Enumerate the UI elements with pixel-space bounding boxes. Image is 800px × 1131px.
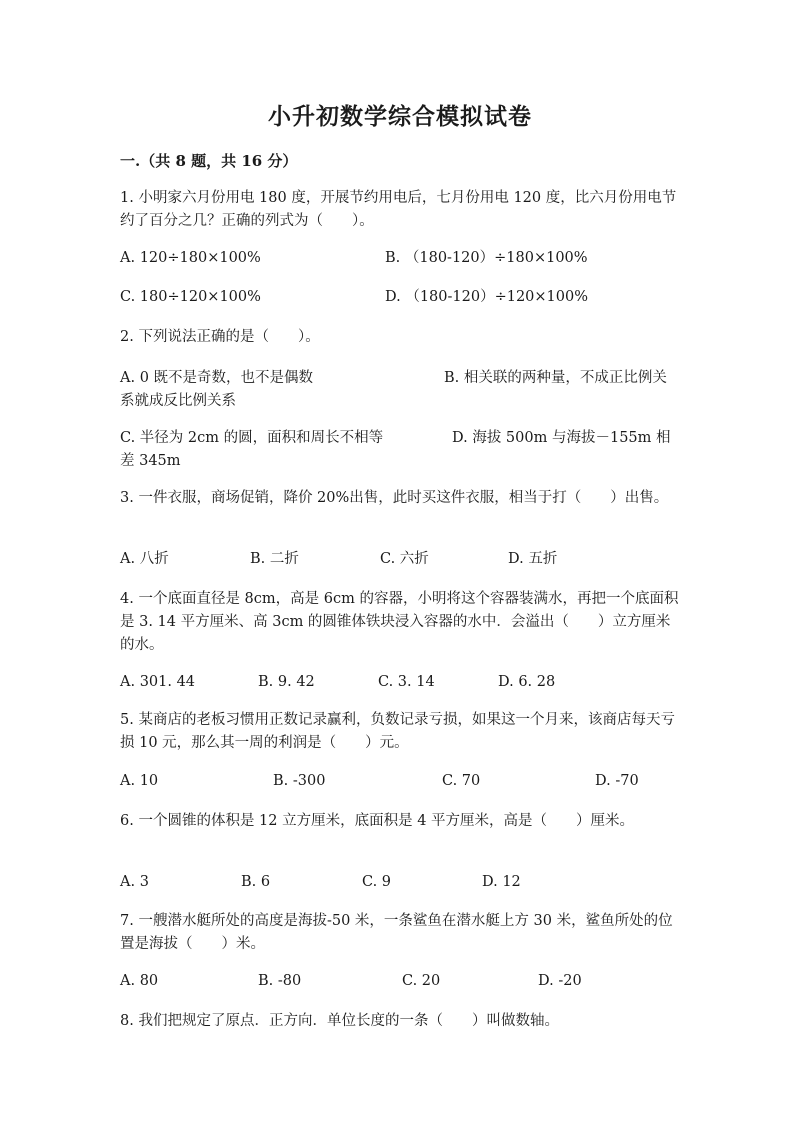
question-7: 7. 一艘潜水艇所处的高度是海拔-50 米，一条鲨鱼在潜水艇上方 30 米，鲨鱼所处的位置是海拔（ ）米。 bbox=[120, 913, 673, 952]
option-2b: B. 相关联的两种量，不成正比例关系就成反比例关系 bbox=[120, 370, 667, 409]
option-5b: B. -300 bbox=[273, 773, 326, 789]
option-1a: A. 120÷180×100% bbox=[120, 250, 261, 266]
option-5d: D. -70 bbox=[595, 773, 639, 789]
option-2a: A. 0 既不是奇数，也不是偶数 bbox=[120, 370, 314, 386]
question-5: 5. 某商店的老板习惯用正数记录赢利，负数记录亏损，如果这一个月来，该商店每天亏损 10 元，那么其一周的利润是（ ）元。 bbox=[120, 712, 675, 751]
option-3d: D. 五折 bbox=[508, 551, 558, 567]
option-4c: C. 3. 14 bbox=[378, 674, 435, 690]
question-3: 3. 一件衣服，商场促销，降价 20%出售，此时买这件衣服，相当于打（ ）出售。 bbox=[120, 490, 669, 506]
option-5c: C. 70 bbox=[442, 773, 481, 789]
option-7d: D. -20 bbox=[538, 973, 582, 989]
question-6: 6. 一个圆锥的体积是 12 立方厘米，底面积是 4 平方厘米，高是（ ）厘米。 bbox=[120, 813, 635, 829]
option-4a: A. 301. 44 bbox=[120, 674, 196, 690]
question-1: 1. 小明家六月份用电 180 度，开展节约用电后，七月份用电 120 度，比六月份用电节约了百分之几？正确的列式为（ ）。 bbox=[120, 190, 677, 229]
question-2: 2. 下列说法正确的是（ ）。 bbox=[120, 329, 320, 345]
option-7b: B. -80 bbox=[258, 973, 302, 989]
option-2d: D. 海拔 500m 与海拔－155m 相差 345m bbox=[120, 430, 671, 469]
question-4: 4. 一个底面直径是 8cm，高是 6cm 的容器，小明将这个容器装满水，再把一个底面积是 3. 14 平方厘米、高 3cm 的圆锥体铁块浸入容器的水中．会溢出（ ）立方厘米的水。 bbox=[120, 591, 679, 653]
option-7a: A. 80 bbox=[120, 973, 159, 989]
option-1d: D. （180-120）÷120×100% bbox=[385, 289, 589, 305]
exam-title: 小升初数学综合模拟试卷 bbox=[268, 103, 532, 130]
question-8: 8. 我们把规定了原点．正方向．单位长度的一条（ ）叫做数轴。 bbox=[120, 1013, 559, 1029]
option-4d: D. 6. 28 bbox=[498, 674, 556, 690]
option-5a: A. 10 bbox=[120, 773, 159, 789]
option-2c: C. 半径为 2cm 的圆，面积和周长不相等 bbox=[120, 430, 384, 446]
option-6b: B. 6 bbox=[241, 874, 271, 890]
option-3c: C. 六折 bbox=[380, 551, 429, 567]
option-1b: B. （180-120）÷180×100% bbox=[385, 250, 588, 266]
option-1c: C. 180÷120×100% bbox=[120, 289, 261, 305]
option-6d: D. 12 bbox=[482, 874, 521, 890]
option-6c: C. 9 bbox=[362, 874, 392, 890]
option-3a: A. 八折 bbox=[120, 551, 169, 567]
section-heading: 一.（共 8 题，共 16 分） bbox=[120, 152, 298, 170]
option-7c: C. 20 bbox=[402, 973, 441, 989]
option-6a: A. 3 bbox=[120, 874, 149, 890]
option-4b: B. 9. 42 bbox=[258, 674, 315, 690]
option-3b: B. 二折 bbox=[250, 551, 299, 567]
